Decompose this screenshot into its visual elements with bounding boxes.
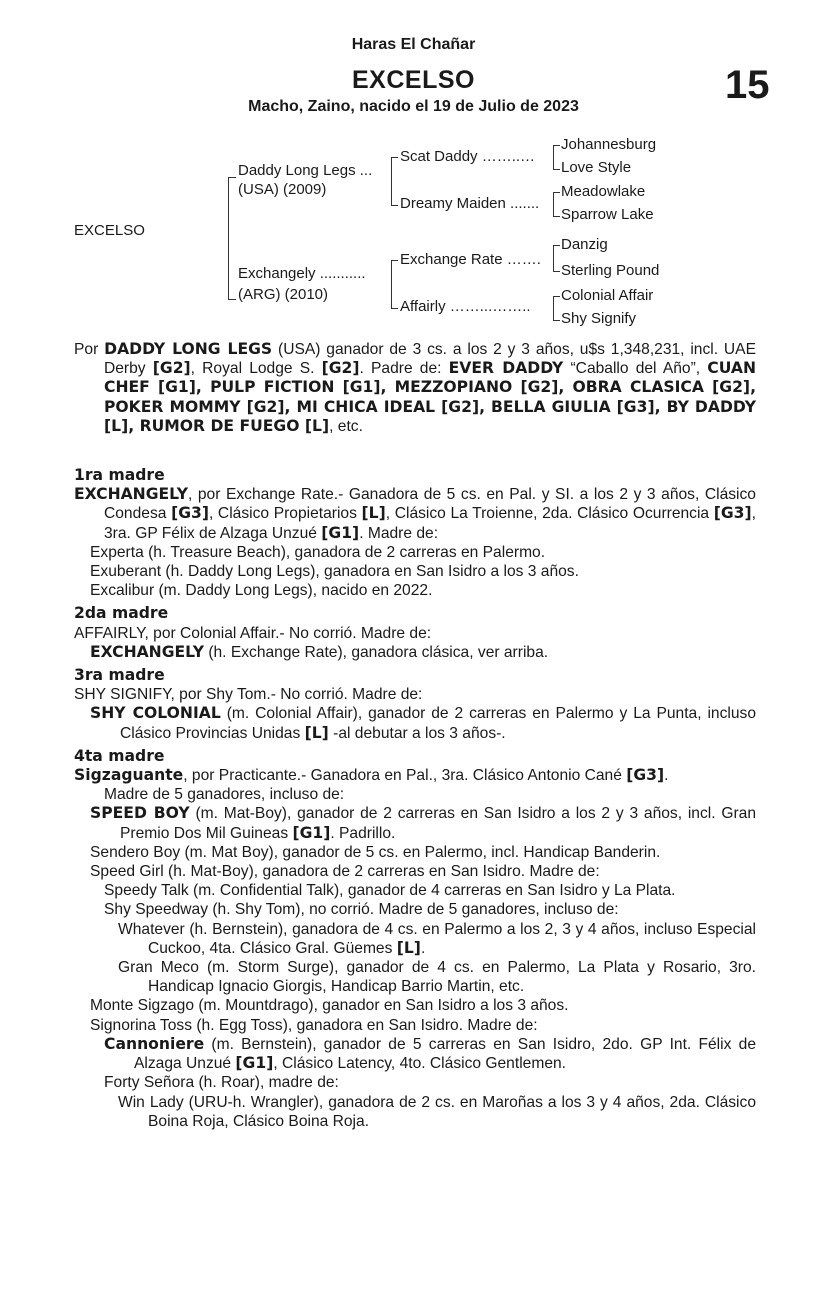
offspring-text: -al debutar a los 3 años-. bbox=[328, 724, 506, 742]
offspring-text: , Clásico Latency, 4to. Clásico Gentlemen. bbox=[273, 1055, 566, 1073]
offspring-line: Sendero Boy (m. Mat Boy), ganador de 5 cs. en Palermo, incl. Handicap Banderin. bbox=[90, 843, 661, 861]
pedigree-dam-sire: Exchange Rate ……. bbox=[400, 251, 541, 268]
pedigree-ddd: Shy Signify bbox=[561, 310, 637, 327]
horse-name: EXCELSO bbox=[352, 66, 475, 94]
dam-text: . bbox=[664, 767, 669, 785]
grade-badge: [G3] bbox=[171, 504, 209, 523]
grade-badge: [L] bbox=[304, 723, 329, 742]
grade-badge: [G3] bbox=[713, 504, 752, 523]
pedigree-sire-origin: (USA) (2009) bbox=[238, 181, 327, 198]
heading-madre2: 2da madre bbox=[74, 604, 169, 623]
madre2-line: AFFAIRLY, por Colonial Affair.- No corrió. Madre de: bbox=[74, 624, 432, 642]
offspring-name: SPEED BOY bbox=[90, 804, 190, 823]
progeny-name: PULP FICTION [G1] bbox=[210, 378, 381, 397]
stud-name: Haras El Chañar bbox=[351, 36, 476, 53]
madre3-line: SHY SIGNIFY, por Shy Tom.- No corrió. Madre de: bbox=[74, 686, 423, 704]
grade-badge: [L] bbox=[361, 504, 386, 523]
bracket-sire bbox=[391, 157, 398, 206]
pedigree-sss: Johannesburg bbox=[561, 136, 657, 153]
progeny-name: OBRA CLASICA [G2] bbox=[572, 378, 751, 397]
dam-name: EXCHANGELY bbox=[74, 485, 188, 504]
progeny-name: BY DADDY [L] bbox=[104, 397, 756, 435]
bracket-dam bbox=[391, 260, 398, 309]
bracket-subject bbox=[228, 177, 236, 300]
separator: , bbox=[654, 397, 667, 416]
madre4-summary: Madre de 5 ganadores, incluso de: bbox=[104, 786, 345, 804]
sire-paragraph bbox=[74, 340, 756, 436]
separator: , bbox=[750, 378, 756, 397]
family-section bbox=[74, 462, 756, 1131]
dam-text: , Clásico La Troienne, 2da. Clásico Ocurrencia bbox=[385, 505, 714, 523]
separator: , bbox=[380, 378, 395, 397]
sire-name: DADDY LONG LEGS bbox=[104, 340, 273, 358]
sire-text: “Caballo del Año”, bbox=[563, 360, 708, 378]
sire-text: . Padre de: bbox=[359, 360, 449, 378]
grade-badge: [G2] bbox=[152, 359, 191, 378]
grand-offspring-line: Shy Speedway (h. Shy Tom), no corrió. Madre de 5 ganadores, incluso de: bbox=[104, 901, 619, 919]
progeny-name: MEZZOPIANO [G2] bbox=[394, 378, 559, 397]
pedigree-sire-dam: Dreamy Maiden ....... bbox=[400, 195, 540, 212]
offspring-text: (m. Bernstein), ganador de 5 carreras en San Isidro, 2do. GP Int. Félix de Alzaga Unzué bbox=[134, 1035, 756, 1073]
pedigree-dam-dam: Affairly ……...…….. bbox=[400, 298, 531, 315]
separator: , bbox=[195, 378, 211, 397]
sire-text: Por bbox=[74, 341, 105, 358]
grade-badge: [L] bbox=[396, 938, 421, 957]
offspring-text: (m. Colonial Affair), ganador de 2 carreras en Palermo y La Punta, incluso Clásico Provincias Unidas bbox=[120, 705, 756, 742]
separator: , bbox=[558, 378, 573, 397]
sire-section bbox=[74, 340, 756, 436]
heading-madre4: 4ta madre bbox=[74, 746, 165, 765]
separator: , bbox=[128, 416, 140, 435]
offspring-line: Exuberant (h. Daddy Long Legs), ganadora en San Isidro a los 3 años. bbox=[90, 563, 579, 581]
grand-offspring-line: Forty Señora (h. Roar), madre de: bbox=[104, 1074, 339, 1092]
sire-text: , etc. bbox=[329, 417, 363, 435]
dam-text: , por Exchange Rate.- Ganadora de 5 cs. en Pal. y SI. a los 2 y 3 años, Clásico Condesa bbox=[104, 486, 756, 523]
pedigree-sds: Meadowlake bbox=[561, 183, 646, 200]
offspring-name: SHY COLONIAL bbox=[90, 704, 221, 723]
separator: , bbox=[284, 397, 297, 416]
offspring-name: EXCHANGELY bbox=[90, 642, 204, 661]
progeny-name: RUMOR DE FUEGO [L] bbox=[139, 416, 330, 435]
offspring-line: Signorina Toss (h. Egg Toss), ganadora en San Isidro. Madre de: bbox=[90, 1016, 538, 1034]
heading-madre3: 3ra madre bbox=[74, 666, 165, 685]
pedigree-sdd: Sparrow Lake bbox=[561, 206, 654, 223]
great-grand-offspring-line bbox=[74, 920, 756, 958]
offspring-text: (m. Mat-Boy), ganador de 2 carreras en San Isidro a los 2 y 3 años, incl. Gran Premio Dos Mil Guineas bbox=[120, 805, 757, 842]
progeny-name: POKER MOMMY [G2] bbox=[104, 397, 285, 416]
progeny-name: BELLA GIULIA [G3] bbox=[491, 397, 655, 416]
pedigree-dam: Exchangely ........... bbox=[238, 265, 366, 282]
offspring-text: (h. Exchange Rate), ganadora clásica, ver arriba. bbox=[203, 643, 549, 661]
pedigree-dam-origin: (ARG) (2010) bbox=[238, 286, 329, 303]
dam-text: , 3ra. GP Félix de Alzaga Unzué bbox=[104, 505, 756, 542]
pedigree-sire: Daddy Long Legs ... bbox=[238, 162, 373, 179]
progeny-name: CUAN CHEF [G1] bbox=[104, 359, 757, 397]
offspring-line: Speed Girl (h. Mat-Boy), ganadora de 2 carreras en San Isidro. Madre de: bbox=[90, 863, 600, 881]
offspring-line bbox=[74, 704, 756, 742]
sire-text: (USA) ganador de 3 cs. a los 2 y 3 años, u$s 1,348,231, incl. UAE Derby bbox=[104, 341, 756, 378]
dam-name: Sigzaguante bbox=[74, 766, 184, 785]
progeny-name: EVER DADDY bbox=[448, 359, 564, 378]
offspring-line: Experta (h. Treasure Beach), ganadora de 2 carreras en Palermo. bbox=[90, 543, 546, 561]
madre1-paragraph bbox=[74, 485, 756, 543]
dam-text: , Clásico Propietarios bbox=[208, 505, 362, 523]
bracket-sd bbox=[553, 192, 560, 217]
bracket-ds bbox=[553, 245, 560, 272]
grand-offspring-line bbox=[74, 1035, 756, 1073]
pedigree-dsd: Sterling Pound bbox=[561, 262, 660, 279]
great-grand-offspring-line: Win Lady (URU-h. Wrangler), ganadora de 2 cs. en Maroñas a los 3 y 4 años, 2da. Clásico Boina Roja, Clásico Boina Roja. bbox=[118, 1093, 756, 1130]
lot-number: 15 bbox=[725, 63, 770, 107]
dam-text: . Madre de: bbox=[359, 524, 439, 542]
pedigree-ssd: Love Style bbox=[561, 159, 632, 176]
grade-badge: [G1] bbox=[235, 1054, 274, 1073]
pedigree-sire-sire: Scat Daddy ……..… bbox=[400, 148, 536, 165]
grade-badge: [G3] bbox=[626, 766, 665, 785]
great-grand-offspring-line: Gran Meco (m. Storm Surge), ganador de 4 cs. en Palermo, La Plata y Rosario, 3ro. Handicap Ignacio Giorgis, Handicap Barrio Martin, etc. bbox=[118, 959, 756, 996]
offspring-text: Whatever (h. Bernstein), ganadora de 4 cs. en Palermo a los 2, 3 y 4 años, incluso Especial Cuckoo, 4ta. Clásico Gral. Güemes bbox=[118, 920, 756, 957]
grade-badge: [G1] bbox=[321, 523, 360, 542]
pedigree-subject: EXCELSO bbox=[74, 222, 145, 239]
offspring-line: Monte Sigzago (m. Mountdrago), ganador en San Isidro a los 3 años. bbox=[90, 997, 569, 1015]
separator: , bbox=[479, 397, 492, 416]
heading-madre1: 1ra madre bbox=[74, 466, 165, 484]
horse-description: Macho, Zaino, nacido el 19 de Julio de 2023 bbox=[248, 98, 579, 115]
grade-badge: [G2] bbox=[321, 359, 360, 378]
dam-text: , por Practicante.- Ganadora en Pal., 3ra. Clásico Antonio Cané bbox=[183, 767, 627, 785]
sire-text: , Royal Lodge S. bbox=[190, 360, 322, 378]
offspring-line bbox=[74, 804, 756, 842]
bracket-ss bbox=[553, 145, 560, 170]
pedigree-dds: Colonial Affair bbox=[561, 287, 654, 304]
grand-offspring-line: Speedy Talk (m. Confidential Talk), ganador de 4 carreras en San Isidro y La Plata. bbox=[104, 882, 676, 900]
offspring-line bbox=[74, 643, 756, 662]
progeny-name: MI CHICA IDEAL [G2] bbox=[296, 397, 480, 416]
grade-badge: [G1] bbox=[292, 823, 331, 842]
offspring-line: Excalibur (m. Daddy Long Legs), nacido en 2022. bbox=[90, 582, 433, 600]
offspring-text: . Padrillo. bbox=[330, 824, 396, 842]
offspring-text: . bbox=[420, 939, 426, 957]
offspring-name: Cannoniere bbox=[104, 1034, 205, 1053]
madre4-paragraph bbox=[74, 766, 756, 785]
bracket-dd bbox=[553, 296, 560, 321]
pedigree-dss: Danzig bbox=[561, 236, 608, 253]
